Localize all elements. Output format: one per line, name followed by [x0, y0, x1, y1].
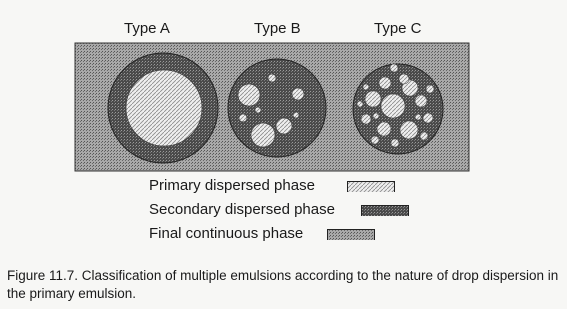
type-a-label: Type A: [124, 20, 170, 37]
type-b-drop: [228, 59, 326, 157]
type-b-label: Type B: [254, 20, 301, 37]
legend-label-secondary: Secondary dispersed phase: [149, 201, 335, 218]
type-a-inner-droplet: [126, 70, 202, 146]
legend-swatch-secondary: [361, 205, 409, 216]
legend-label-final: Final continuous phase: [149, 225, 304, 242]
legend-swatch-final: [327, 229, 375, 240]
type-c-label: Type C: [374, 20, 422, 37]
legend-swatch-primary: [347, 181, 395, 192]
legend-label-primary: Primary dispersed phase: [149, 177, 315, 194]
figure-caption: Figure 11.7. Classification of multiple emulsions according to the nature of drop dispersion in the primary emulsion.: [7, 268, 559, 301]
type-c-drop: [353, 64, 443, 154]
